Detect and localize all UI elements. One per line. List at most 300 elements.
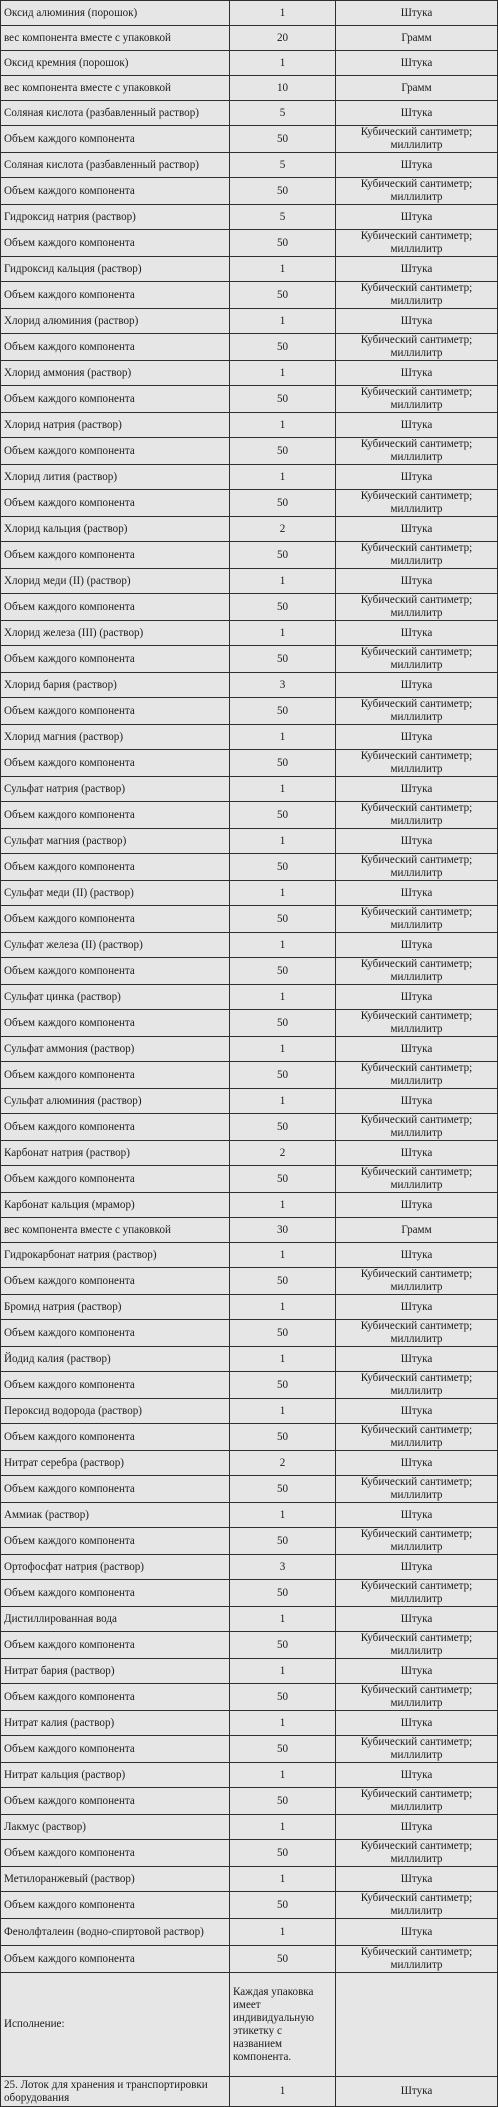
item-quantity: 1 [230,1711,336,1736]
item-quantity: 50 [230,1320,336,1347]
item-name: Объем каждого компонента [1,1684,230,1711]
item-name: Йодид калия (раствор) [1,1347,230,1372]
item-quantity: 2 [230,1451,336,1476]
table-row [1,933,498,958]
table-row [1,1580,498,1607]
item-unit: Штука [336,933,498,958]
item-unit: Штука [336,413,498,438]
item-name: Объем каждого компонента [1,1062,230,1089]
table-row [1,361,498,386]
item-name: Гидроксид натрия (раствор) [1,205,230,230]
item-quantity: 50 [230,1580,336,1607]
table-row [1,76,498,101]
item-unit: Штука [336,309,498,334]
item-quantity: 50 [230,490,336,517]
item-name: Объем каждого компонента [1,1372,230,1399]
table-row [1,621,498,646]
item-quantity: 1 [230,1193,336,1218]
item-name: Нитрат бария (раствор) [1,1659,230,1684]
item-unit: Кубический сантиметр; миллилитр [336,1632,498,1659]
item-name: Оксид кремния (порошок) [1,51,230,76]
item-name: Объем каждого компонента [1,1320,230,1347]
item-unit: Штука [336,205,498,230]
item-quantity: 50 [230,646,336,673]
table-row [1,282,498,309]
item-name: 25. Лоток для хранения и транспортировки оборудования [1,2077,230,2107]
item-quantity: 1 [230,1399,336,1424]
item-quantity: 1 [230,881,336,906]
item-unit: Штука [336,1295,498,1320]
item-name: Сульфат аммония (раствор) [1,1037,230,1062]
table-row [1,1141,498,1166]
item-name: Пероксид водорода (раствор) [1,1399,230,1424]
item-quantity: 1 [230,2077,336,2107]
item-quantity: 5 [230,153,336,178]
item-name: Соляная кислота (разбавленный раствор) [1,153,230,178]
item-unit: Штука [336,1243,498,1268]
item-name: Гидрокарбонат натрия (раствор) [1,1243,230,1268]
item-name: Объем каждого компонента [1,854,230,881]
item-unit: Кубический сантиметр; миллилитр [336,1580,498,1607]
item-name: Объем каждого компонента [1,1114,230,1141]
table-row [1,1815,498,1840]
item-quantity: 1 [230,1867,336,1892]
table-row [1,257,498,282]
item-quantity: 1 [230,985,336,1010]
item-quantity: 50 [230,958,336,985]
item-quantity: 50 [230,906,336,933]
item-unit: Кубический сантиметр; миллилитр [336,1320,498,1347]
table-row [1,309,498,334]
item-name: Нитрат кальция (раствор) [1,1763,230,1788]
item-quantity: 1 [230,257,336,282]
item-unit: Кубический сантиметр; миллилитр [336,1476,498,1503]
item-name: вес компонента вместе с упаковкой [1,1218,230,1243]
item-unit: Кубический сантиметр; миллилитр [336,802,498,829]
item-quantity: 1 [230,1295,336,1320]
item-quantity: 50 [230,1528,336,1555]
item-unit: Кубический сантиметр; миллилитр [336,334,498,361]
item-name: Оксид алюминия (порошок) [1,1,230,26]
table-row [1,230,498,257]
item-name: Хлорид бария (раствор) [1,673,230,698]
table-row [1,1037,498,1062]
item-quantity: 50 [230,1946,336,1973]
item-quantity: 3 [230,673,336,698]
table-row [1,1089,498,1114]
table-row [1,386,498,413]
table-row [1,465,498,490]
item-unit: Кубический сантиметр; миллилитр [336,594,498,621]
table-row [1,205,498,230]
item-name: Сульфат алюминия (раствор) [1,1089,230,1114]
item-name: Объем каждого компонента [1,230,230,257]
item-unit: Кубический сантиметр; миллилитр [336,906,498,933]
item-name: Лакмус (раствор) [1,1815,230,1840]
item-quantity: 1 [230,829,336,854]
item-unit: Кубический сантиметр; миллилитр [336,1166,498,1193]
item-name: Фенолфталеин (водно-спиртовой раствор) [1,1919,230,1946]
table-row [1,334,498,361]
item-unit: Грамм [336,26,498,51]
item-quantity: 50 [230,334,336,361]
table-row [1,1372,498,1399]
item-name: Объем каждого компонента [1,698,230,725]
item-quantity: 1 [230,1815,336,1840]
item-quantity: 1 [230,1763,336,1788]
item-quantity: 1 [230,413,336,438]
table-row [1,1659,498,1684]
item-quantity: 50 [230,1372,336,1399]
item-quantity: 1 [230,1503,336,1528]
table-row [1,1946,498,1973]
item-quantity: 2 [230,1141,336,1166]
table-row [1,1840,498,1867]
item-quantity: 1 [230,777,336,802]
item-quantity: 1 [230,1659,336,1684]
item-name: Объем каждого компонента [1,1424,230,1451]
table-row [1,1218,498,1243]
item-unit: Штука [336,517,498,542]
execution-label: Исполнение: [1,1973,230,2077]
item-unit: Штука [336,1555,498,1580]
table-row [1,51,498,76]
item-name: Бромид натрия (раствор) [1,1295,230,1320]
item-name: Ортофосфат натрия (раствор) [1,1555,230,1580]
table-row [1,1736,498,1763]
table-row [1,1607,498,1632]
item-unit: Штука [336,465,498,490]
item-name: Объем каждого компонента [1,282,230,309]
item-name: Объем каждого компонента [1,1892,230,1919]
item-name: Объем каждого компонента [1,1632,230,1659]
table-row [1,854,498,881]
item-name: Объем каждого компонента [1,1736,230,1763]
item-name: Объем каждого компонента [1,1580,230,1607]
item-name: Хлорид натрия (раствор) [1,413,230,438]
item-name: Объем каждого компонента [1,126,230,153]
item-quantity: 50 [230,1788,336,1815]
table-row [1,1295,498,1320]
table-row [1,1632,498,1659]
item-name: Объем каждого компонента [1,594,230,621]
item-name: Объем каждого компонента [1,1528,230,1555]
item-name: Объем каждого компонента [1,1010,230,1037]
table-row [1,985,498,1010]
item-quantity: 1 [230,465,336,490]
item-unit: Штука [336,1399,498,1424]
item-quantity: 50 [230,1268,336,1295]
item-unit: Грамм [336,1218,498,1243]
item-unit: Штука [336,1451,498,1476]
item-quantity: 50 [230,178,336,205]
item-quantity: 1 [230,725,336,750]
table-row [1,517,498,542]
table-row [1,750,498,777]
table-row [1,1424,498,1451]
item-unit: Штука [336,361,498,386]
table-row [1,1788,498,1815]
item-quantity: 50 [230,1476,336,1503]
item-quantity: 2 [230,517,336,542]
item-unit: Кубический сантиметр; миллилитр [336,1684,498,1711]
item-quantity: 1 [230,361,336,386]
item-unit: Кубический сантиметр; миллилитр [336,1840,498,1867]
item-name: Сульфат меди (II) (раствор) [1,881,230,906]
item-unit: Кубический сантиметр; миллилитр [336,1946,498,1973]
item-name: Хлорид лития (раствор) [1,465,230,490]
item-unit: Кубический сантиметр; миллилитр [336,178,498,205]
item-quantity: 50 [230,1114,336,1141]
table-row [1,1243,498,1268]
item-quantity: 3 [230,1555,336,1580]
item-name: Объем каждого компонента [1,1840,230,1867]
execution-row [1,1973,498,2077]
execution-note: Каждая упаковка имеет индивидуальную этикетку с названием компонента. [230,1973,336,2077]
item-unit: Кубический сантиметр; миллилитр [336,698,498,725]
item-unit: Штука [336,51,498,76]
table-row [1,1347,498,1372]
item-quantity: 50 [230,1010,336,1037]
item-unit: Штука [336,1659,498,1684]
table-row [1,101,498,126]
table-row [1,594,498,621]
item-unit: Кубический сантиметр; миллилитр [336,1528,498,1555]
item-name: Карбонат натрия (раствор) [1,1141,230,1166]
item-quantity: 50 [230,1892,336,1919]
item-unit: Кубический сантиметр; миллилитр [336,126,498,153]
item-name: Объем каждого компонента [1,1166,230,1193]
item-quantity: 1 [230,1243,336,1268]
item-name: Объем каждого компонента [1,1268,230,1295]
item-name: Объем каждого компонента [1,750,230,777]
item-name: Сульфат железа (II) (раствор) [1,933,230,958]
item-unit: Кубический сантиметр; миллилитр [336,282,498,309]
item-quantity: 50 [230,126,336,153]
item-name: Гидроксид кальция (раствор) [1,257,230,282]
item-unit: Штука [336,1347,498,1372]
table-row [1,153,498,178]
item-unit: Штука [336,1815,498,1840]
item-name: Сульфат магния (раствор) [1,829,230,854]
table-row [1,1476,498,1503]
table-row [1,413,498,438]
table-row [1,126,498,153]
item-name: Объем каждого компонента [1,1788,230,1815]
item-name: Объем каждого компонента [1,1476,230,1503]
table-row [1,802,498,829]
table-row [1,178,498,205]
item-quantity: 50 [230,542,336,569]
item-unit: Штука [336,725,498,750]
item-unit: Штука [336,1037,498,1062]
item-unit: Штука [336,153,498,178]
table-row [1,569,498,594]
item-quantity: 1 [230,1919,336,1946]
item-unit: Кубический сантиметр; миллилитр [336,230,498,257]
item-quantity: 50 [230,1840,336,1867]
item-unit: Штука [336,621,498,646]
item-unit: Кубический сантиметр; миллилитр [336,1424,498,1451]
item-quantity: 5 [230,205,336,230]
table-row [1,881,498,906]
item-name: Хлорид железа (III) (раствор) [1,621,230,646]
table-row [1,829,498,854]
item-quantity: 50 [230,438,336,465]
item-unit: Кубический сантиметр; миллилитр [336,1788,498,1815]
item-name: Хлорид меди (II) (раствор) [1,569,230,594]
item-name: Карбонат кальция (мрамор) [1,1193,230,1218]
table-row [1,1763,498,1788]
table-row [1,698,498,725]
table-row [1,725,498,750]
item-unit: Штука [336,829,498,854]
item-name: Объем каждого компонента [1,1946,230,1973]
table-row [1,1320,498,1347]
item-row-25 [1,2077,498,2107]
table-row [1,777,498,802]
table-row [1,1892,498,1919]
table-row [1,1268,498,1295]
item-name: Нитрат калия (раствор) [1,1711,230,1736]
table-row [1,1503,498,1528]
item-quantity: 50 [230,1062,336,1089]
table-row [1,1193,498,1218]
table-row [1,1114,498,1141]
table-row [1,1711,498,1736]
item-unit: Кубический сантиметр; миллилитр [336,750,498,777]
item-name: Объем каждого компонента [1,334,230,361]
item-quantity: 50 [230,802,336,829]
item-unit: Кубический сантиметр; миллилитр [336,1736,498,1763]
item-quantity: 1 [230,51,336,76]
item-unit: Штука [336,673,498,698]
item-name: Метилоранжевый (раствор) [1,1867,230,1892]
item-quantity: 1 [230,1037,336,1062]
item-name: Нитрат серебра (раствор) [1,1451,230,1476]
item-quantity: 50 [230,230,336,257]
item-unit: Штука [336,985,498,1010]
item-unit: Штука [336,257,498,282]
item-unit: Штука [336,881,498,906]
item-quantity: 50 [230,594,336,621]
item-name: Объем каждого компонента [1,178,230,205]
item-name: Объем каждого компонента [1,802,230,829]
item-quantity: 30 [230,1218,336,1243]
table-row [1,26,498,51]
item-quantity: 50 [230,282,336,309]
item-unit: Кубический сантиметр; миллилитр [336,958,498,985]
item-name: Сульфат цинка (раствор) [1,985,230,1010]
item-quantity: 1 [230,1607,336,1632]
item-quantity: 20 [230,26,336,51]
table-row [1,646,498,673]
item-unit: Кубический сантиметр; миллилитр [336,490,498,517]
item-name: Хлорид алюминия (раствор) [1,309,230,334]
table-row [1,438,498,465]
item-unit: Штука [336,1867,498,1892]
item-unit: Кубический сантиметр; миллилитр [336,854,498,881]
item-quantity: 50 [230,1684,336,1711]
item-name: вес компонента вместе с упаковкой [1,76,230,101]
item-quantity: 10 [230,76,336,101]
item-unit: Штука [336,1,498,26]
item-quantity: 50 [230,1632,336,1659]
item-unit: Кубический сантиметр; миллилитр [336,438,498,465]
item-name: Соляная кислота (разбавленный раствор) [1,101,230,126]
item-name: Аммиак (раствор) [1,1503,230,1528]
table-row [1,1555,498,1580]
item-unit: Кубический сантиметр; миллилитр [336,1268,498,1295]
item-quantity: 50 [230,1424,336,1451]
item-quantity: 5 [230,101,336,126]
item-name: Объем каждого компонента [1,958,230,985]
item-quantity: 1 [230,309,336,334]
item-unit: Штука [336,1089,498,1114]
table-row [1,1,498,26]
table-row [1,1399,498,1424]
table-row [1,1919,498,1946]
item-name: Объем каждого компонента [1,906,230,933]
item-quantity: 50 [230,854,336,881]
item-unit: Штука [336,2077,498,2107]
item-quantity: 50 [230,1166,336,1193]
execution-empty-cell [336,1973,498,2077]
item-name: вес компонента вместе с упаковкой [1,26,230,51]
item-unit: Кубический сантиметр; миллилитр [336,542,498,569]
spec-table-body [1,1,498,2107]
item-quantity: 1 [230,1347,336,1372]
item-unit: Штука [336,1503,498,1528]
item-unit: Штука [336,1193,498,1218]
item-quantity: 1 [230,569,336,594]
table-row [1,1451,498,1476]
item-quantity: 50 [230,386,336,413]
item-quantity: 50 [230,750,336,777]
item-name: Объем каждого компонента [1,646,230,673]
item-unit: Штука [336,101,498,126]
item-unit: Штука [336,1141,498,1166]
table-row [1,490,498,517]
item-quantity: 1 [230,1089,336,1114]
table-row [1,1166,498,1193]
item-name: Объем каждого компонента [1,386,230,413]
item-unit: Штука [336,1919,498,1946]
item-quantity: 1 [230,933,336,958]
item-unit: Кубический сантиметр; миллилитр [336,1892,498,1919]
item-unit: Грамм [336,76,498,101]
item-quantity: 50 [230,1736,336,1763]
item-name: Сульфат натрия (раствор) [1,777,230,802]
item-name: Хлорид аммония (раствор) [1,361,230,386]
item-unit: Штука [336,1711,498,1736]
item-unit: Кубический сантиметр; миллилитр [336,646,498,673]
table-row [1,958,498,985]
item-name: Объем каждого компонента [1,438,230,465]
item-unit: Кубический сантиметр; миллилитр [336,1062,498,1089]
table-row [1,542,498,569]
item-quantity: 1 [230,1,336,26]
item-unit: Кубический сантиметр; миллилитр [336,1114,498,1141]
table-row [1,1867,498,1892]
item-name: Дистиллированная вода [1,1607,230,1632]
item-name: Объем каждого компонента [1,490,230,517]
item-name: Хлорид кальция (раствор) [1,517,230,542]
item-name: Хлорид магния (раствор) [1,725,230,750]
table-row [1,1062,498,1089]
item-unit: Кубический сантиметр; миллилитр [336,1010,498,1037]
item-quantity: 1 [230,621,336,646]
